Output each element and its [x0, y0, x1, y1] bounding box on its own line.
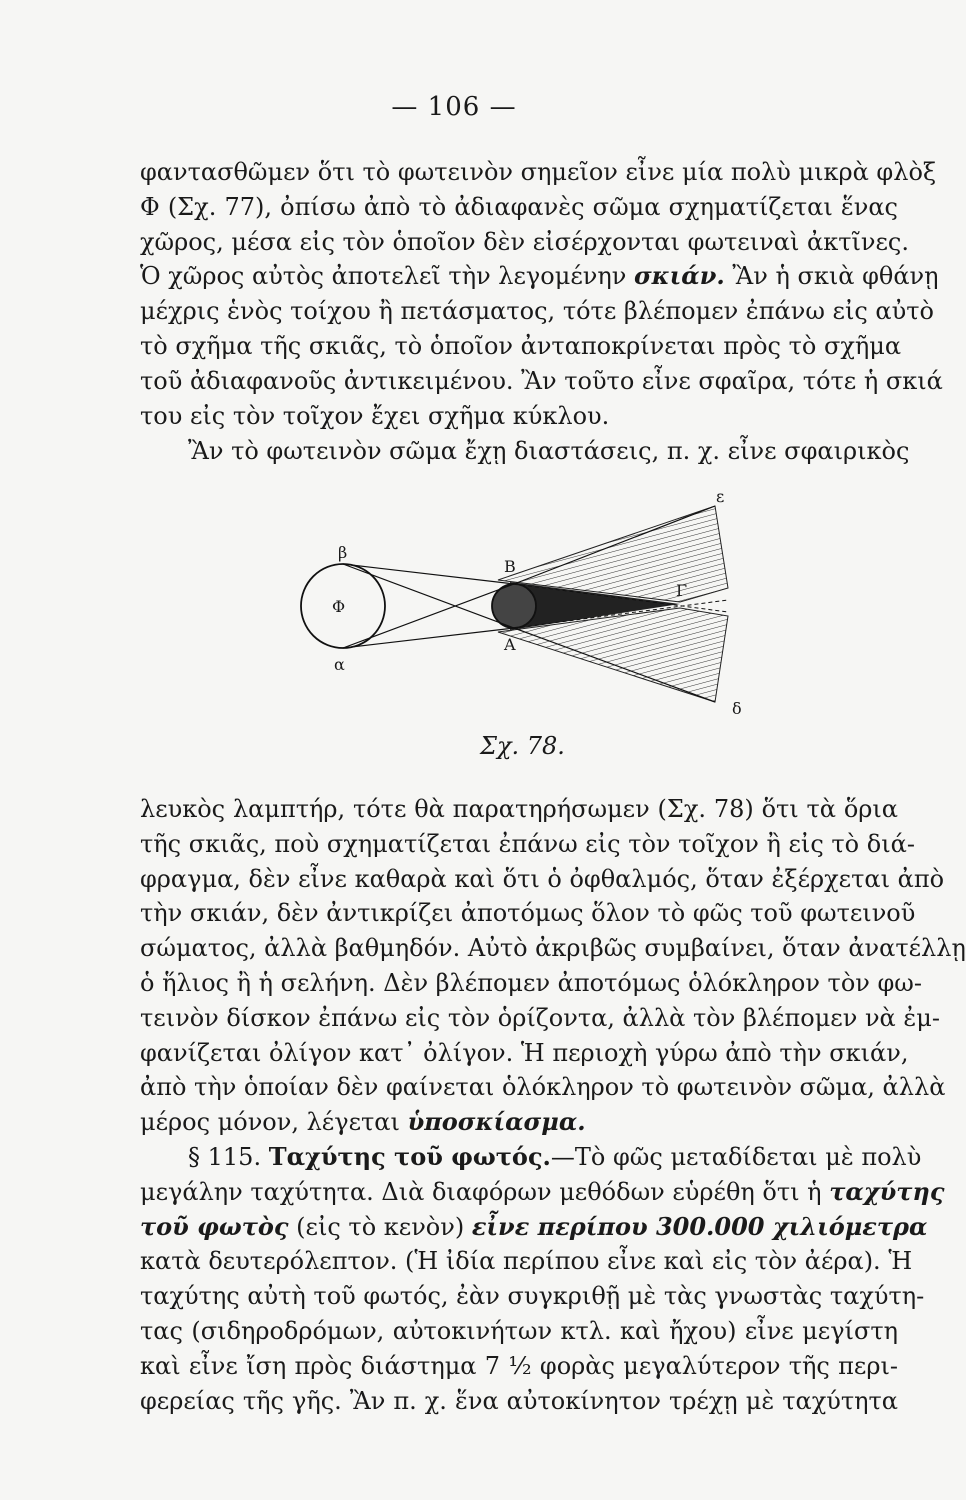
section-heading-line: § 115. Ταχύτης τοῦ φωτός.—Τὸ φῶς μεταδίδεται μὲ πολὺ [188, 1142, 922, 1171]
paragraph-penumbra [140, 792, 966, 1140]
text-line: φερείας τῆς γῆς. Ἂν π. χ. ἕνα αὐτοκίνητον τρέχῃ μὲ ταχύτητα [140, 1386, 898, 1415]
paragraph-shadow [140, 155, 943, 433]
label-alpha: α [334, 655, 345, 674]
text-line: τὴν σκιάν, δὲν ἀντικρίζει ἀποτόμως ὅλον τὸ φῶς τοῦ φωτεινοῦ [140, 899, 916, 928]
term-speed-value: εἶνε περίπου 300.000 χιλιόμετρα [471, 1211, 928, 1241]
text-line: ἀπὸ τὴν ὁποίαν δὲν φαίνεται ὁλόκληρον τὸ φωτεινὸν σῶμα, ἀλλὰ [140, 1073, 946, 1102]
text-line: Ὁ χῶρος αὐτὸς ἀποτελεῖ τὴν λεγομένην σκιάν. Ἂν ἡ σκιὰ φθάνῃ [140, 261, 939, 291]
text-line: μεγάλην ταχύτητα. Διὰ διαφόρων μεθόδων εὑρέθη ὅτι ἡ ταχύτης [140, 1176, 945, 1206]
text-line: τεινὸν δίσκον ἐπάνω εἰς τὸν ὁρίζοντα, ἀλλὰ τὸν βλέπομεν νὰ ἐμ- [140, 1003, 940, 1032]
text-line: καὶ εἶνε ἴση πρὸς διάστημα 7 ½ φορὰς μεγαλύτερον τῆς περι- [140, 1351, 898, 1380]
text-line: κατὰ δευτερόλεπτον. (Ἡ ἰδία περίπου εἶνε καὶ εἰς τὸν ἀέρα). Ἡ [140, 1247, 913, 1276]
label-B: Β [504, 557, 516, 576]
term-shadow: σκιάν. [633, 261, 725, 291]
label-delta: δ [732, 699, 742, 718]
label-epsilon: ε [716, 487, 725, 506]
figure-caption: Σχ. 78. [480, 732, 565, 760]
text-line: Φ (Σχ. 77), ὀπίσω ἀπὸ τὸ ἀδιαφανὲς σῶμα σχηματίζεται ἕνας [140, 192, 898, 221]
term-speed-of-light: ταχύτης [829, 1176, 945, 1206]
text-line: τας (σιδηροδρόμων, αὐτοκινήτων κτλ. καὶ ἤχου) εἶνε μεγίστη [140, 1316, 898, 1345]
term-penumbra: ὑποσκίασμα. [407, 1107, 586, 1137]
section-115 [140, 1140, 945, 1418]
figure-78-shadow-diagram [270, 488, 770, 723]
section-number: § 115. [188, 1143, 262, 1171]
text-line: τοῦ φωτὸς (εἰς τὸ κενὸν) εἶνε περίπου 300.000 χιλιόμετρα [140, 1211, 928, 1241]
text-line: ὁ ἥλιος ἢ ἡ σελήνη. Δὲν βλέπομεν ἀποτόμως ὁλόκληρον τὸν φω- [140, 968, 922, 997]
label-beta: β [338, 543, 348, 562]
text-line: μέχρις ἑνὸς τοίχου ἢ πετάσματος, τότε βλέπομεν ἐπάνω εἰς αὐτὸ [140, 297, 934, 326]
section-heading: Ταχύτης τοῦ φωτός. [268, 1142, 551, 1171]
page-number: — 106 — [391, 92, 517, 122]
text-line: χῶρος, μέσα εἰς τὸν ὁποῖον δὲν εἰσέρχονται φωτειναὶ ἀκτῖνες. [140, 227, 909, 256]
text-line: φραγμα, δὲν εἶνε καθαρὰ καὶ ὅτι ὁ ὀφθαλμός, ὅταν ἐξέρχεται ἀπὸ [140, 864, 945, 893]
text-line: μέρος μόνον, λέγεται ὑποσκίασμα. [140, 1107, 586, 1137]
text-line: τοῦ ἀδιαφανοῦς ἀντικειμένου. Ἂν τοῦτο εἶνε σφαῖρα, τότε ἡ σκιά [140, 366, 943, 395]
text-line: ταχύτης αὐτὴ τοῦ φωτός, ἐὰν συγκριθῇ μὲ τὰς γνωστὰς ταχύτη- [140, 1282, 925, 1311]
label-phi: Φ [332, 597, 346, 616]
opaque-body-circle [492, 584, 536, 628]
text-line: τῆς σκιᾶς, ποὺ σχηματίζεται ἐπάνω εἰς τὸν τοῖχον ἢ εἰς τὸ διά- [140, 829, 915, 858]
text-line: Ἂν τὸ φωτεινὸν σῶμα ἔχῃ διαστάσεις, π. χ. εἶνε σφαιρικὸς [188, 437, 910, 465]
text-line: φαντασθῶμεν ὅτι τὸ φωτεινὸν σημεῖον εἶνε μία πολὺ μικρὰ φλὸξ [140, 158, 937, 186]
text-line: σώματος, ἀλλὰ βαθμηδόν. Αὐτὸ ἀκριβῶς συμβαίνει, ὅταν ἀνατέλλῃ [140, 934, 966, 963]
label-A: Α [504, 635, 516, 654]
text-line: φανίζεται ὀλίγον κατ᾽ ὀλίγον. Ἡ περιοχὴ γύρω ἀπὸ τὴν σκιάν, [140, 1038, 909, 1067]
text-line: του εἰς τὸν τοῖχον ἔχει σχῆμα κύκλου. [140, 401, 610, 430]
paragraph-luminous-body [140, 434, 910, 469]
text-line: τὸ σχῆμα τῆς σκιᾶς, τὸ ὁποῖον ἀνταποκρίνεται πρὸς τὸ σχῆμα [140, 331, 902, 360]
label-gamma: Γ [676, 581, 688, 600]
text-line: λευκὸς λαμπτήρ, τότε θὰ παρατηρήσωμεν (Σχ. 78) ὅτι τὰ ὅρια [140, 795, 898, 823]
